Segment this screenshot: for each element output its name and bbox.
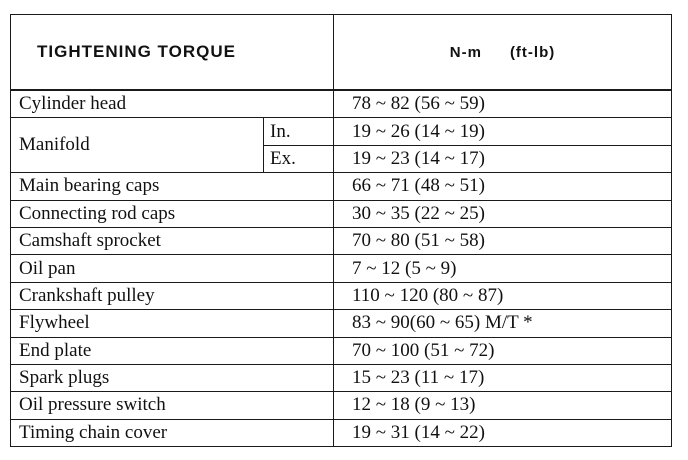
torque-value: 7 ~ 12 (5 ~ 9) [334,255,672,282]
torque-value: 19 ~ 26 (14 ~ 19) [334,118,672,145]
table-row [11,337,672,364]
torque-value: 83 ~ 90(60 ~ 65) M/T * [334,310,672,337]
torque-value: 30 ~ 35 (22 ~ 25) [334,200,672,227]
sub-part: In. [264,118,334,145]
torque-value: 66 ~ 71 (48 ~ 51) [334,173,672,200]
part-name: End plate [11,337,334,364]
torque-value: 19 ~ 23 (14 ~ 17) [334,145,672,172]
header-title: TIGHTENING TORQUE [37,42,236,61]
table-row [11,392,672,419]
part-name: Oil pan [11,255,334,282]
torque-value: 19 ~ 31 (14 ~ 22) [334,419,672,446]
part-name: Oil pressure switch [11,392,334,419]
table-row [11,173,672,200]
table-row [11,364,672,391]
torque-value: 78 ~ 82 (56 ~ 59) [334,90,672,118]
part-name: Crankshaft pulley [11,282,334,309]
table-row [11,227,672,254]
sub-part: Ex. [264,145,334,172]
table-row [11,282,672,309]
table-row [11,255,672,282]
table-row [11,118,672,145]
table-row [11,200,672,227]
header-row [11,15,672,91]
torque-value: 70 ~ 100 (51 ~ 72) [334,337,672,364]
torque-value: 110 ~ 120 (80 ~ 87) [334,282,672,309]
header-unit-metric: N-m [449,43,482,61]
header-title-cell [11,15,334,91]
part-name: Connecting rod caps [11,200,334,227]
table-row [11,310,672,337]
table-row [11,419,672,446]
torque-table [10,14,672,447]
header-unit-imperial: (ft-lb) [509,43,556,61]
part-name: Camshaft sprocket [11,227,334,254]
part-name: Timing chain cover [11,419,334,446]
part-name: Flywheel [11,310,334,337]
header-units-cell [334,15,672,91]
part-name: Main bearing caps [11,173,334,200]
part-name: Cylinder head [11,90,334,118]
table-row [11,90,672,118]
part-name: Manifold [11,118,264,173]
torque-value: 15 ~ 23 (11 ~ 17) [334,364,672,391]
torque-value: 12 ~ 18 (9 ~ 13) [334,392,672,419]
part-name: Spark plugs [11,364,334,391]
torque-value: 70 ~ 80 (51 ~ 58) [334,227,672,254]
